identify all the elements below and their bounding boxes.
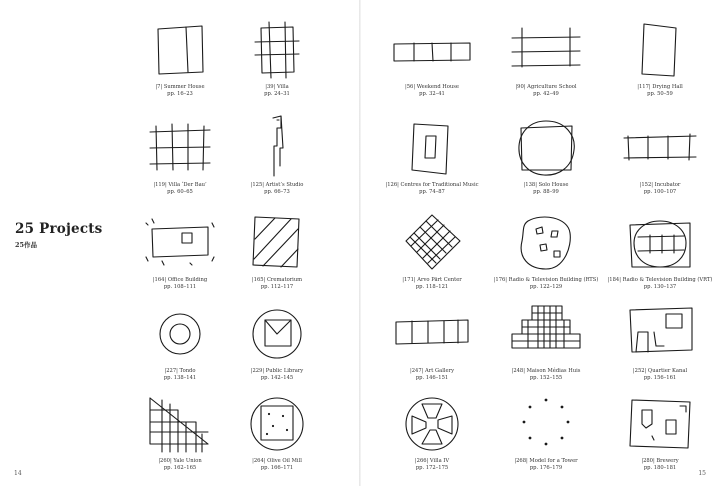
drying-hall-sketch-icon <box>630 20 690 80</box>
tondo-sketch-icon <box>150 304 210 364</box>
project-pages: pp. 108–111 <box>163 283 197 290</box>
project-name: |176| Radio & Television Building (RTS) <box>493 277 599 283</box>
project-pages: pp. 74–87 <box>419 188 445 195</box>
project-pages: pp. 180–181 <box>643 464 677 471</box>
project-cell[interactable] <box>217 213 337 305</box>
project-cell[interactable] <box>217 394 337 486</box>
project-name: |164| Office Building <box>152 277 208 283</box>
project-name: |184| Radio & Television Building (VRT) <box>607 277 713 283</box>
folio-left: 14 <box>14 470 22 477</box>
project-pages: pp. 142–145 <box>260 374 294 381</box>
artists-studio-sketch-icon <box>247 118 307 178</box>
villa-iv-sketch-icon <box>402 394 462 454</box>
project-pages: pp. 60–65 <box>167 188 193 195</box>
project-cell[interactable] <box>486 394 606 486</box>
olive-oil-mill-sketch-icon <box>247 394 307 454</box>
project-name: |126| Centres for Traditional Music <box>385 182 479 188</box>
project-pages: pp. 16–23 <box>167 90 193 97</box>
project-cell[interactable] <box>372 394 492 486</box>
project-name: |266| Villa IV <box>414 458 450 464</box>
project-pages: pp. 24–31 <box>264 90 290 97</box>
project-pages: pp. 176–179 <box>529 464 563 471</box>
page-subtitle: 25作品 <box>15 241 38 249</box>
project-cell[interactable] <box>600 20 720 112</box>
project-name: |247| Art Gallery <box>409 368 455 374</box>
project-cell[interactable] <box>217 20 337 112</box>
weekend-house-sketch-icon <box>402 20 462 80</box>
project-cell[interactable] <box>372 118 492 210</box>
project-name: |252| Quartier Kanal <box>632 368 688 374</box>
project-cell[interactable] <box>217 118 337 210</box>
project-cell[interactable] <box>372 20 492 112</box>
villa-der-bau-sketch-icon <box>150 118 210 178</box>
office-building-sketch-icon <box>150 213 210 273</box>
project-pages: pp. 100–107 <box>643 188 677 195</box>
project-name: |248| Maison Médias Huis <box>511 368 581 374</box>
project-cell[interactable] <box>600 118 720 210</box>
project-pages: pp. 112–117 <box>260 283 294 290</box>
brewery-sketch-icon <box>630 394 690 454</box>
agriculture-school-sketch-icon <box>516 20 576 80</box>
quartier-kanal-sketch-icon <box>630 304 690 364</box>
project-cell[interactable] <box>486 118 606 210</box>
gutter <box>359 0 361 486</box>
incubator-sketch-icon <box>630 118 690 178</box>
project-name: |117| Drying Hall <box>637 84 683 90</box>
solo-house-sketch-icon <box>516 118 576 178</box>
project-pages: pp. 50–59 <box>647 90 673 97</box>
project-pages: pp. 172–175 <box>415 464 449 471</box>
project-name: |39| Villa <box>265 84 289 90</box>
project-cell[interactable] <box>600 394 720 486</box>
project-cell[interactable] <box>486 213 606 305</box>
traditional-music-sketch-icon <box>402 118 462 178</box>
project-name: |7| Summer House <box>155 84 205 90</box>
project-name: |90| Agriculture School <box>515 84 577 90</box>
crematorium-sketch-icon <box>247 213 307 273</box>
project-name: |171| Arvo Pärt Center <box>402 277 462 283</box>
project-pages: pp. 156–161 <box>643 374 677 381</box>
project-pages: pp. 66–73 <box>264 188 290 195</box>
project-name: |125| Artist’s Studio <box>250 182 304 188</box>
project-name: |227| Tondo <box>164 368 196 374</box>
project-pages: pp. 152–155 <box>529 374 563 381</box>
project-cell[interactable] <box>486 20 606 112</box>
project-cell[interactable] <box>372 213 492 305</box>
yale-union-sketch-icon <box>150 394 210 454</box>
project-name: |138| Solo House <box>523 182 569 188</box>
page-title: 25 Projects <box>15 221 103 237</box>
project-pages: pp. 118–121 <box>415 283 449 290</box>
project-pages: pp. 146–151 <box>415 374 449 381</box>
project-name: |152| Incubator <box>639 182 681 188</box>
project-pages: pp. 162–165 <box>163 464 197 471</box>
project-cell[interactable] <box>217 304 337 396</box>
project-pages: pp. 138–141 <box>163 374 197 381</box>
villa-sketch-icon <box>247 20 307 80</box>
project-name: |268| Model for a Tower <box>514 458 578 464</box>
project-name: |165| Crematorium <box>251 277 303 283</box>
project-cell[interactable] <box>486 304 606 396</box>
project-cell[interactable] <box>372 304 492 396</box>
project-pages: pp. 130–137 <box>643 283 677 290</box>
project-name: |264| Olive Oil Mill <box>252 458 302 464</box>
project-pages: pp. 122–129 <box>529 283 563 290</box>
project-cell[interactable] <box>600 213 720 305</box>
project-name: |119| Villa ‘Der Bau’ <box>153 182 207 188</box>
project-pages: pp. 166–171 <box>260 464 294 471</box>
arvo-part-center-sketch-icon <box>402 213 462 273</box>
summer-house-sketch-icon <box>150 20 210 80</box>
maison-medias-huis-sketch-icon <box>516 304 576 364</box>
project-name: |260| Yale Union <box>158 458 202 464</box>
project-name: |229| Public Library <box>250 368 304 374</box>
public-library-sketch-icon <box>247 304 307 364</box>
model-for-a-tower-sketch-icon <box>516 394 576 454</box>
project-pages: pp. 42–49 <box>533 90 559 97</box>
folio-right: 15 <box>698 470 706 477</box>
project-name: |280| Brewery <box>641 458 679 464</box>
vrt-building-sketch-icon <box>630 213 690 273</box>
art-gallery-sketch-icon <box>402 304 462 364</box>
project-pages: pp. 88–99 <box>533 188 559 195</box>
rts-building-sketch-icon <box>516 213 576 273</box>
project-name: |56| Weekend House <box>404 84 460 90</box>
project-cell[interactable] <box>600 304 720 396</box>
project-pages: pp. 32–41 <box>419 90 445 97</box>
